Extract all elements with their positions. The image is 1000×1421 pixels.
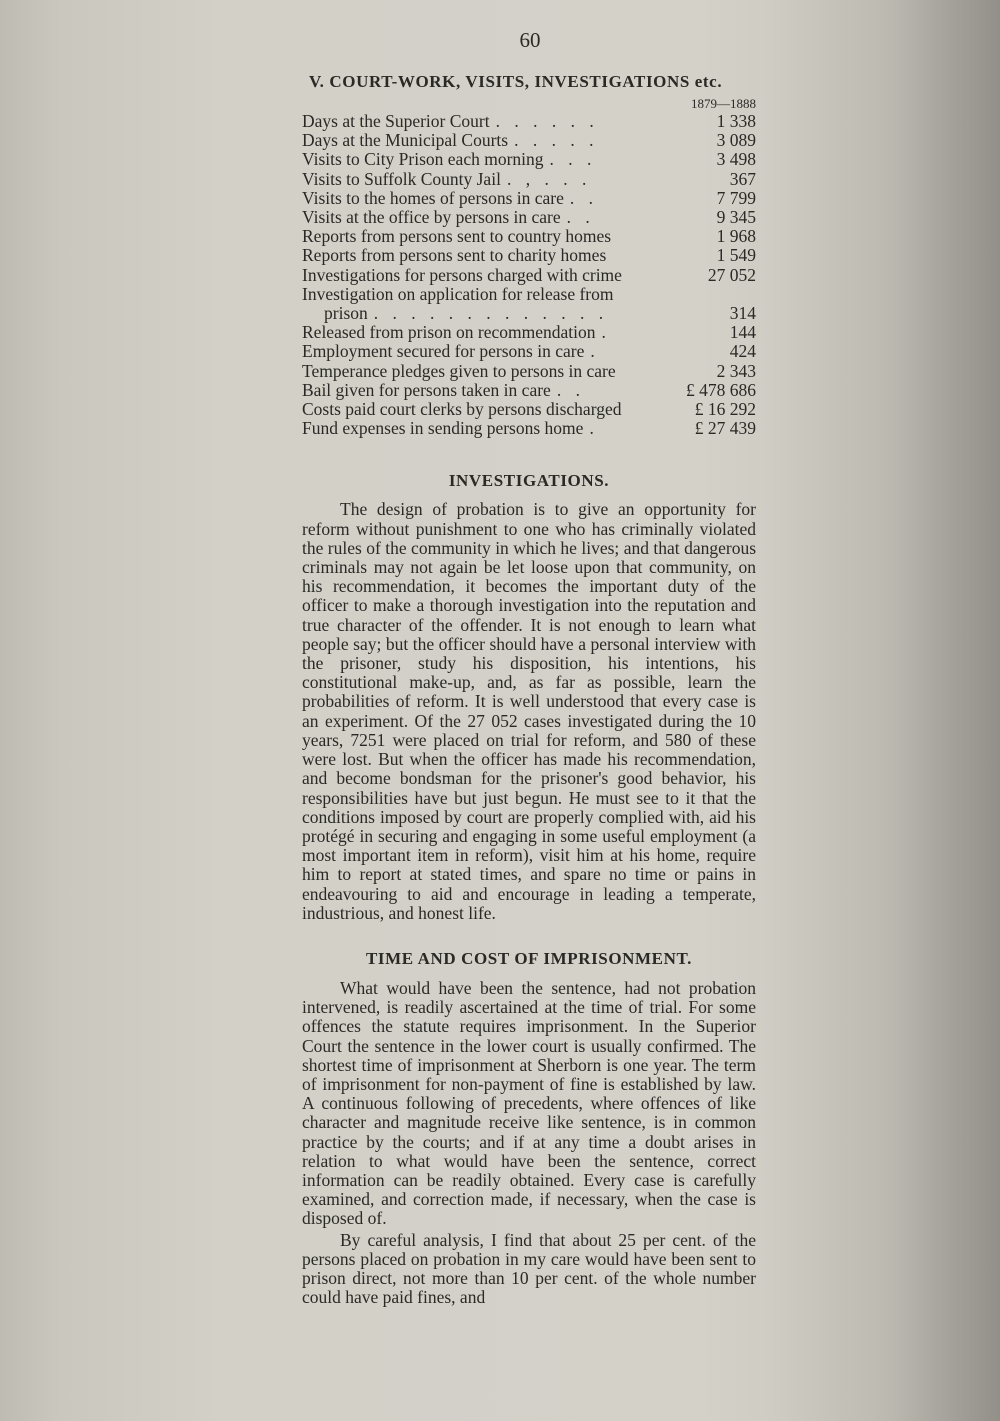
stat-value: 367 xyxy=(729,168,756,189)
stat-label: Fund expenses in sending persons home xyxy=(302,418,584,439)
stat-row xyxy=(302,400,756,419)
stat-leader-dots: . . . xyxy=(549,150,597,170)
stat-row xyxy=(302,150,756,169)
stat-value: 3 498 xyxy=(716,149,756,170)
stat-leader-dots: . . xyxy=(566,208,595,228)
investigations-heading: INVESTIGATIONS. xyxy=(448,471,610,491)
stat-value: £ 478 686 xyxy=(686,379,756,400)
stat-label: Investigations for persons charged with crime xyxy=(302,264,622,285)
stat-value: 1 338 xyxy=(716,111,756,131)
stat-row xyxy=(302,131,756,150)
text-column xyxy=(302,72,756,1307)
stat-leader-dots: . , . . . xyxy=(506,169,592,189)
stat-leader-dots: . . . . . . xyxy=(495,112,599,131)
stat-value: 9 345 xyxy=(716,207,756,228)
stat-row xyxy=(302,419,756,438)
stat-value: 1 968 xyxy=(716,226,756,247)
time-cost-heading: TIME AND COST OF IMPRISONMENT. xyxy=(365,948,693,968)
stat-leader-dots: . xyxy=(601,323,611,343)
stat-row xyxy=(302,227,756,246)
stat-row xyxy=(302,208,756,227)
investigations-paragraph: The design of probation is to give an opportunity for reform without punishment to one who has criminally violated the rules of the community in which he lives; and that dangerous criminals may not again be let loose upon that community, on his recommendation, it becomes the important duty of the officer to make a thorough investigation into the reputation and true character of the offender. It is not enough to learn what people say; but the officer should have a personal interview with the prisoner, study his disposition, his intentions, his constitutional make-up, and, as far as possible, learn the probabilities of reform. It is well understood that every case is an experiment. Of the 27 052 cases investigated during the 10 years, 7251 were placed on trial for reform, and 580 of these were lost. But when the officer has made his recommendation, and become bondsman for the prisoner's good behavior, his responsibilities have but just begun. He must see to it that the conditions imposed by court are properly complied with, aid his protégé in securing and engaging in some useful employment (a most important item in reform), visit him at his home, require him to report at stated times, and spare no time or pains in endeavouring to aid and encourage in leading a temperate, industrious, and honest life. xyxy=(302,499,756,923)
stat-label: Temperance pledges given to persons in care xyxy=(302,360,616,381)
stat-value: 1 549 xyxy=(716,245,756,266)
stat-value: 424 xyxy=(729,341,756,362)
stat-label: Reports from persons sent to charity homes xyxy=(302,245,607,266)
stat-leader-dots: . . xyxy=(556,380,585,400)
stat-leader-dots: . xyxy=(590,342,600,362)
stat-value: 144 xyxy=(729,322,756,343)
stat-value: 3 089 xyxy=(716,130,756,151)
stat-row xyxy=(302,323,756,342)
stat-label: Visits at the office by persons in care xyxy=(302,207,561,228)
stat-label: Costs paid court clerks by persons discharged xyxy=(302,399,622,420)
stat-value: 2 343 xyxy=(716,360,756,381)
stat-row xyxy=(302,362,756,381)
page-number: 60 xyxy=(519,28,541,52)
stat-leader-dots: . . xyxy=(569,188,599,208)
stat-label: Visits to the homes of persons in care xyxy=(302,187,564,208)
time-cost-paragraph-2: By careful analysis, I find that about 25 per cent. of the persons placed on probation in my care would have been sent to prison direct, not more than 10 per cent. of the whole number could have paid fines, and xyxy=(302,1229,756,1308)
time-cost-paragraph-1: What would have been the sentence, had not probation intervened, is readily ascertained at the time of trial. For some offences the statute requires imprisonment. In the Superior Court the sentence in the lower court is usually confirmed. The shortest time of imprisonment at Sherborn is one year. The term of imprisonment for non-payment of fine is established by law. A continuous following of precedents, where offences of like character and magnitude receive like sentence, is in common practice by the courts; and if at any time a doubt arises in relation to what would have been the sentence, correct information can be readily obtained. Every case is carefully examined, and correction made, if necessary, when the case is disposed of. xyxy=(302,977,756,1229)
stat-label: Days at the Superior Court xyxy=(302,111,490,131)
stat-leader-dots: . . . . . . . . . . . . . xyxy=(373,304,609,324)
stat-row xyxy=(302,381,756,400)
year-range: 1879—1888 xyxy=(691,96,756,111)
stat-label: Visits to City Prison each morning xyxy=(302,149,544,170)
stat-row xyxy=(302,112,756,131)
court-work-heading: V. COURT-WORK, VISITS, INVESTIGATIONS etc. xyxy=(309,72,723,91)
stat-value: 27 052 xyxy=(707,264,756,285)
stat-label: Released from prison on recommendation xyxy=(302,322,596,343)
stat-label: Days at the Municipal Courts xyxy=(302,130,509,151)
stat-label: Bail given for persons taken in care xyxy=(302,379,551,400)
stat-row xyxy=(302,285,756,304)
stat-value: £ 16 292 xyxy=(694,399,756,420)
stat-label: Employment secured for persons in care xyxy=(302,341,585,362)
stat-label: prison xyxy=(324,303,368,324)
stat-leader-dots: . . . . . xyxy=(514,131,599,151)
stat-row xyxy=(302,246,756,265)
stat-value: 7 799 xyxy=(716,187,756,208)
stat-row xyxy=(302,189,756,208)
stat-row xyxy=(302,266,756,285)
stat-leader-dots: . xyxy=(589,419,599,439)
page-shadow xyxy=(770,0,1000,1421)
stat-value: 314 xyxy=(729,303,756,324)
stat-label: Investigation on application for release from xyxy=(302,283,614,304)
stat-value: £ 27 439 xyxy=(694,418,756,439)
stat-label: Reports from persons sent to country homes xyxy=(302,226,612,247)
stat-row xyxy=(302,304,756,323)
stats-table xyxy=(302,112,756,438)
stat-row xyxy=(302,170,756,189)
stat-label: Visits to Suffolk County Jail xyxy=(302,168,501,189)
stat-row xyxy=(302,342,756,361)
